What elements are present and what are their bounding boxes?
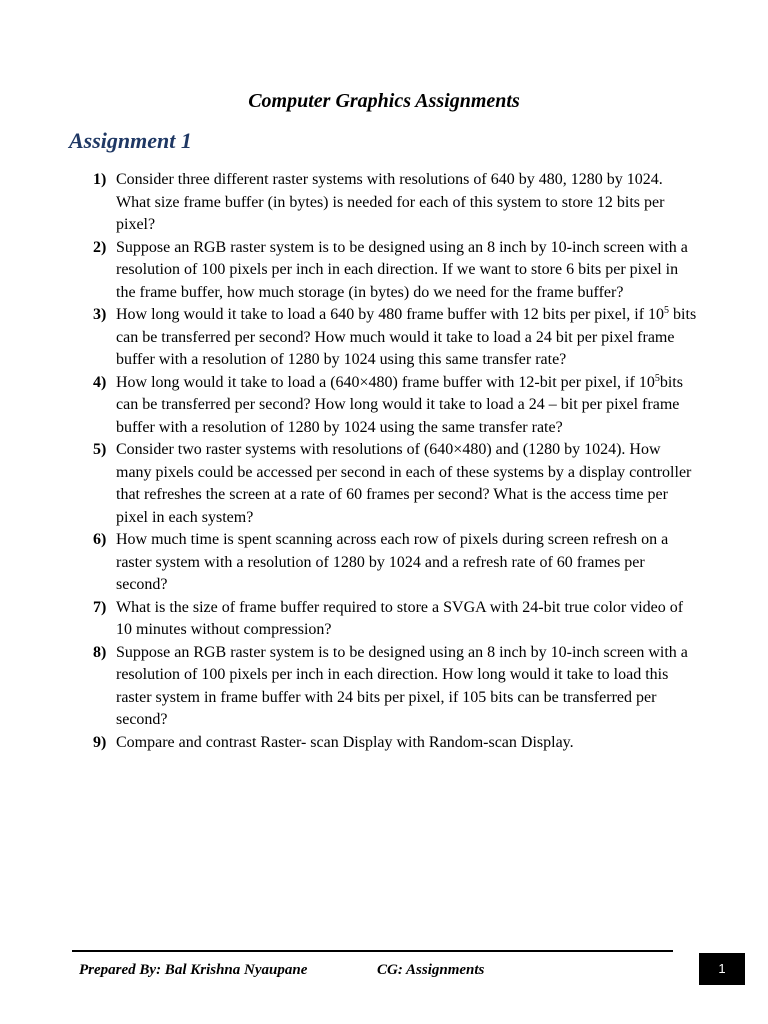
question-text: How much time is spent scanning across each row of pixels during screen refresh on a raster system with a resolution of 1280 by 1024 and a refresh rate of 60 frames per second? (116, 531, 669, 593)
question-text-part: How long would it take to load a (640×480) frame buffer with 12-bit per pixel, if 10 (116, 373, 655, 391)
exponent: 5 (664, 305, 670, 316)
question-item (0, 237, 698, 305)
question-number: 5) (93, 441, 107, 458)
question-item (0, 169, 698, 237)
exponent: 5 (654, 372, 660, 384)
question-text: Consider three different raster systems with resolutions of 640 by 480, 1280 by 1024. What size frame buffer (in bytes) is needed for each of this system to store 12 bits per pixel? (116, 171, 665, 233)
section-heading: Assignment 1 (69, 128, 192, 153)
question-item (0, 642, 698, 732)
question-number: 9) (93, 733, 107, 751)
question-item (0, 372, 698, 440)
footer-author: Prepared By: Bal Krishna Nyaupane (79, 962, 308, 978)
question-number: 1) (93, 171, 107, 188)
question-text: What is the size of frame buffer required to store a SVGA with 24-bit true color video of 10 minutes without compression? (116, 598, 684, 638)
question-item (0, 529, 698, 597)
footer-course: CG: Assignments (377, 962, 485, 978)
question-number: 3) (93, 306, 107, 323)
question-text (116, 306, 696, 368)
question-text: Compare and contrast Raster- scan Display with Random-scan Display. (116, 733, 574, 751)
question-item (0, 304, 698, 372)
question-text: Suppose an RGB raster system is to be designed using an 8 inch by 10-inch screen with a resolution of 100 pixels per inch in each direction. How long would it take to load this raster system in frame buffer with 24 bits per pixel, if 105 bits can be transferred per second? (116, 643, 688, 728)
question-text (116, 374, 683, 436)
question-item (0, 732, 698, 755)
document-title: Computer Graphics Assignments (248, 90, 520, 112)
question-item (0, 597, 698, 642)
question-item (0, 439, 698, 529)
question-number: 7) (93, 598, 107, 616)
question-number: 2) (93, 238, 107, 256)
footer-rule (72, 950, 673, 952)
question-text: Suppose an RGB raster system is to be designed using an 8 inch by 10-inch screen with a resolution of 100 pixels per inch in each direction. If we want to store 6 bits per pixel in the frame buffer, how much storage (in bytes) do we need for the frame buffer? (116, 238, 688, 301)
page-number-badge: 1 (699, 953, 745, 985)
question-number: 4) (93, 373, 107, 391)
question-list (0, 169, 768, 754)
question-text-part: bits can be transferred per second? How long would it take to load a 24 – bit per pixel frame buffer with a resolution of 1280 by 1024 using the same transfer rate? (116, 373, 683, 436)
question-text-part: bits can be transferred per second? How much would it take to load a 24 bit per pixel frame buffer with a resolution of 1280 by 1024 using this same transfer rate? (116, 306, 697, 368)
question-text-part: How long would it take to load a 640 by 480 frame buffer with 12 bits per pixel, if 10 (116, 306, 665, 323)
question-number: 8) (93, 643, 107, 661)
question-number: 6) (93, 531, 107, 548)
question-text: Consider two raster systems with resolutions of (640×480) and (1280 by 1024). How many pixels could be accessed per second in each of these systems by a display controller that refreshes the screen at a rate of 60 frames per second? What is the access time per pixel in each system? (116, 441, 692, 526)
